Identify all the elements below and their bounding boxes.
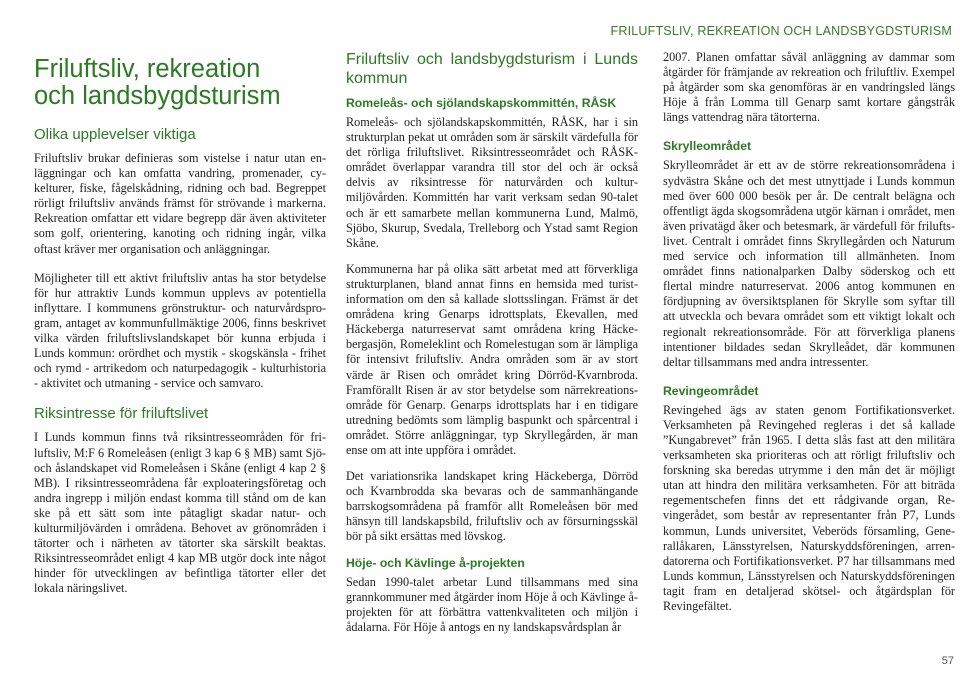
header-bar xyxy=(0,0,960,40)
subheading-hoje-kavlinge: Höje- och Kävlinge å-projekten xyxy=(346,555,525,570)
paragraph: Revingehed ägs av staten genom Fortifikationsverket. Verksamheten på Revingehed regleras i det så kallade ”Kungabrevet” från 1965. I detta slås fast att den militära verksamheten ska prioriteras och att rörligt friluftsliv och forskning ska beredas utrymme i den mån det är möjligt utan att hindra den militära verksamheten. För att biträda regementschefen finns det ett rådgivande organ, Revingerådet, som består av representanter från P7, Lunds kommun, Lunds universitet, Veberöds församling, Generallåkaren, Länsstyrelsen, Naturskyddsföreningen, arrendatorerna och Fortifikationsverket. P7 har tillsammans med Lunds kommun, Länsstyrelsen och Naturskyddsföreningen tagit fram en detaljerad skötsel- och åtgärdsplan för Revingefältet. xyxy=(663,402,955,613)
page-number: 57 xyxy=(941,655,954,667)
subheading-skrylleomradet: Skrylleområdet xyxy=(663,139,752,154)
paragraph: Möjligheter till ett aktivt friluftsliv antas ha stor betydelse för hur attraktiv Lunds kommun upplevs av potentiella inflyttare. I kommunens grönstruktur- och naturvårdsprogram, antaget av kommunfullmäktige 2006, finns beskrivet vilka värden friluftslivslandskapet bör kunna erbjuda i Lunds kommun: orördhet och mystik - skogskänsla - frihet och rymd - artrikedom och naturpedagogik - kulturhistoria - aktivitet och utmaning - service och samvaro. xyxy=(34,270,326,391)
heading-riksintresse: Riksintresse för friluftslivet xyxy=(34,405,209,423)
page-title-line1: Friluftsliv, rekreation xyxy=(34,55,261,83)
running-header-title: FRILUFTSLIV, REKREATION OCH LANDSBYGDSTURISM xyxy=(610,24,952,38)
paragraph: Skrylleområdet är ett av de större rekreationsområdena i sydvästra Skåne och det mest utnyttjade i Lunds kommun med över 600 000 besök per år. De centralt belägna och offentligt ägda skogsområdena utgör kärnan i området, men även privatägd åker och betesmark, är värdefull för friluftslivet. Centralt i området finns Skryllegården och Naturum med service och information till allmänheten. Inom området finns nationalparken Dalby söderskog och ett flertal mindre naturreservat. 2006 antog kommunen en fördjupning av översiktsplanen för Skrylle som syftar till att utveckla och bevara området som ett viktigt lokalt och regionalt rekreationsområde. För att förverkliga planens intentioner bildades sedan Skrylleådet, där kommunen deltar tillsammans med andra intressenter. xyxy=(663,158,955,369)
paragraph: Sedan 1990-talet arbetar Lund tillsammans med sina grannkommuner med åtgärder inom Höje å och Kävlinge å-projekten för att förbättra vattenkvaliteten och miljön i ådalarna. För Höje å antogs en ny landskapsvårdsplan år xyxy=(346,574,638,634)
paragraph: Romeleås- och sjölandskapskommittén, RÅSK, har i sin strukturplan pekat ut områden som är särskilt värdefulla för det rörliga friluftslivet. Riksintresseområdet och RÅSK-området överlappar varandra till stor del och är också delvis av riksintresse för naturvården och kulturmiljövården. Kommittén har varit verksam sedan 90-talet och är ett samarbete mellan kommunerna Lund, Malmö, Sjöbo, Skurup, Svedala, Trelleborg och Ystad samt Region Skåne. xyxy=(346,115,638,250)
column-middle xyxy=(346,50,638,646)
paragraph: I Lunds kommun finns två riksintresseområden för friluftsliv, M:F 6 Romeleåsen (enligt 3 kap 6 § MB) samt Sjö- och åslandskapet vid Romeleåsen i Skåne (enligt 4 kap 2 § MB). I riksintresseområdena får exploateringsföretag och andra ingrepp i miljön endast komma till stånd om de kan ske på ett sätt som inte påtagligt skadar natur- och kulturmiljövärden i områdena. Behovet av grönområden i tätorter och i närheten av tätorter ska särskilt beaktas. Riksintresseområdet enligt 4 kap MB utgör dock inte något hinder för utvecklingen av befintliga tätorter eller det lokala näringslivet. xyxy=(34,430,326,596)
paragraph: Kommunerna har på olika sätt arbetat med att förverkliga strukturplanen, bland annat finns en hemsida med turistinformation om den så kallade slottsslingan. Främst är det områdena kring Genarps idrottsplats, Ekevallen, med Häckeberga naturreservat samt områdena kring Häckebergasjön, Romeleklint och Romelestugan som är lämpliga för intensivt friluftsliv. Andra områden som är av stort värde är Risen och området kring Dörröd-Kvarnbroda. Framförallt Risen är av stor betydelse som närrekreationsområde för Genarp. Genarps idrottsplats har i en tidigare utredning bedömts som lämplig baspunkt och spårcentral i området. Större anläggningar, typ Skryllegården, är man ense om att inte uppföra i området. xyxy=(346,261,638,457)
subheading-revingeomradet: Revingeområdet xyxy=(663,383,759,398)
paragraph: 2007. Planen omfattar såväl anläggning av dammar som åtgärder för främjande av rekreation och friluftliv. Exempel på åtgärder som ska genomföras är en vandringsled längs Höje å från Lomma till Genarp samt kortare gångstråk längs vattendrag nära tätorterna. xyxy=(663,50,955,125)
paragraph: Det variationsrika landskapet kring Häckeberga, Dörröd och Kvarnbrodda ska bevaras och de sammanhängande barrskogsområdena på framför allt Romeleåsen bör med hänsyn till landskapsbild, friluftsliv och av försurningsskäl bör på sikt ersättas med lövskog. xyxy=(346,469,638,544)
column-right xyxy=(663,50,955,625)
column-left xyxy=(34,50,326,607)
page-title-line2: och landsbygdsturism xyxy=(34,82,281,110)
page-title xyxy=(34,50,326,110)
paragraph: Friluftsliv brukar definieras som vistelse i natur utan enläggningar och kan omfatta vandring, promenader, cykelturer, fiske, fågelskådning, ridning och bad. Begreppet rörligt friluftsliv används främst för strövande i markerna. Rekreation omfattar ett vidare begrepp där även aktiviteter som golf, orientering, kanoting och ridning ingår, vilka oftast kräver mer organisation och anläggningar. xyxy=(34,151,326,256)
heading-friluftsliv-lunds-kommun: Friluftsliv och landsbygdsturism i Lunds kommun xyxy=(346,51,638,87)
heading-olika-upplevelser: Olika upplevelser viktiga xyxy=(34,126,196,143)
subheading-rask: Romeleås- och sjölandskapskommittén, RÅSK xyxy=(346,96,617,110)
